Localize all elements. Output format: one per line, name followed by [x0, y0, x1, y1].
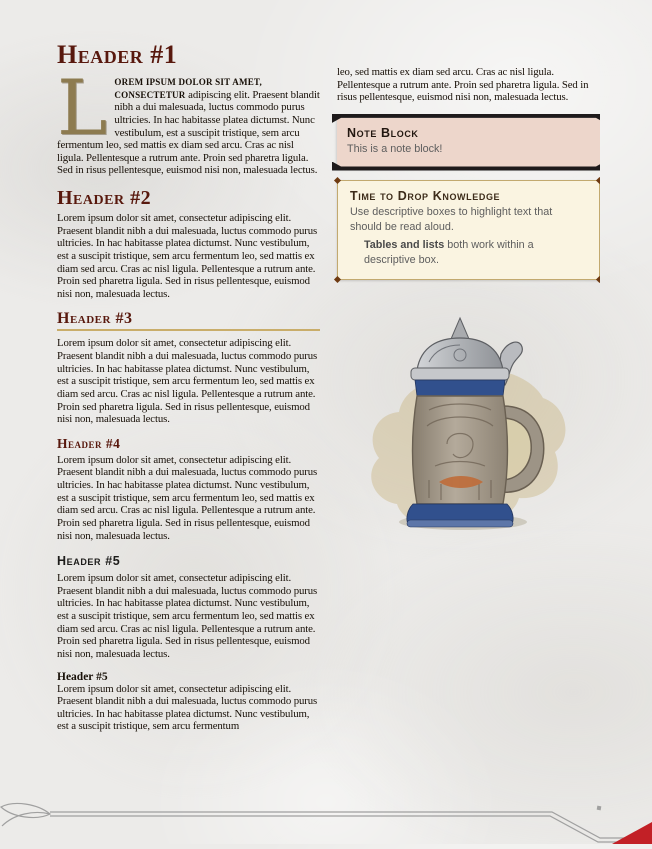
paragraph: Lorem ipsum dolor sit amet, consectetur adipiscing elit. Praesent blandit nibh a dui malesuada, luctus commodo purus ultricies. In hac habitasse platea dictumst. Nunc vestibulum, est a suscipit tristique, sem arcu fermentum leo, sed mattis ex diam sed arcu. Cras ac nisl ligula. Pellentesque a rutrum ante. Proin sed pharetra ligula. Sed in risus pellentesque, euismod nisi non, malesuada lectus. [57, 337, 318, 426]
descriptive-box-line2 [350, 238, 587, 269]
header-5: Header #5 [57, 554, 121, 569]
left-column [57, 40, 320, 795]
page-footer [0, 800, 652, 844]
stein-illustration [351, 314, 600, 541]
footer-line-bottom [50, 816, 652, 842]
corner-dot [596, 176, 600, 183]
descriptive-box-line1: Use descriptive boxes to highlight text that should be read aloud. [350, 205, 553, 234]
paragraph-text: adipiscing elit. Praesent blandit nibh a dui malesuada, luctus commodo purus ultricies. In hac habitasse platea dictumst. Nunc vestibulum, est a suscipit tristique, sem arcu fermentum leo, sed mattis ex diam sed arcu. Cras ac nisl ligula. Pellentesque a rutrum ante. Proin sed pharetra ligula. Sed in risus pellentesque, euismod nisi non, malesuada lectus. [57, 88, 320, 177]
note-top-bar [332, 114, 600, 123]
header-1: Header #1 [57, 40, 178, 69]
corner-dot [596, 276, 600, 283]
footer-dot [597, 806, 602, 811]
header-6: Header #5 [57, 670, 108, 683]
continuation-paragraph: leo, sed mattis ex diam sed arcu. Cras ac nisl ligula. Pellentesque a rutrum ante. Proin sed pharetra ligula. Sed in risus pellentesque, euismod nisi non, malesuada lectus. [337, 66, 589, 104]
beer-stein-image [351, 314, 581, 536]
descriptive-box-rest: both work within a descriptive box. [364, 238, 534, 267]
header-4: Header #4 [57, 435, 121, 451]
descriptive-box [337, 180, 600, 281]
paragraph: Lorem ipsum dolor sit amet, consectetur adipiscing elit. Praesent blandit nibh a dui malesuada, luctus commodo purus ultricies. In hac habitasse platea dictumst. Nunc vestibulum, est a suscipit tristique, sem arcu fermentum leo, sed mattis ex diam sed arcu. Cras ac nisl ligula. Pellentesque a rutrum ante. Proin sed pharetra ligula. Sed in risus pellentesque, euismod nisi non, malesuada lectus. [57, 572, 318, 660]
corner-dot [334, 176, 341, 183]
stein-lid [417, 338, 503, 370]
paragraph: Lorem ipsum dolor sit amet, consectetur adipiscing elit. Praesent blandit nibh a dui malesuada, luctus commodo purus ultricies. In hac habitasse platea dictumst. Nunc vestibulum, est a suscipit tristique, sem arcu fermentum leo, sed mattis ex diam sed arcu. Cras ac nisl ligula. Pellentesque a rutrum ante. Proin sed pharetra ligula. Sed in risus pellentesque, euismod nisi non, malesuada lectus. [57, 212, 318, 300]
page-accent-triangle [612, 822, 652, 844]
paragraph: Lorem ipsum dolor sit amet, consectetur adipiscing elit. Praesent blandit nibh a dui malesuada, luctus commodo purus ultricies. In hac habitasse platea dictumst. Nunc vestibulum, est a suscipit tristique, sem arcu fermentum leo, sed mattis ex diam sed arcu. Cras ac nisl ligula. Pellentesque a rutrum ante. Proin sed pharetra ligula. Sed in risus pellentesque, euismod nisi non, malesuada lectus. [57, 453, 318, 542]
dropcap-paragraph [57, 63, 320, 177]
paragraph-truncated: Lorem ipsum dolor sit amet, consectetur adipiscing elit. Praesent blandit nibh a dui malesuada, luctus commodo purus ultricies. In hac habitasse platea dictumst. Nunc vestibulum, est a suscipit tristique, sem arcu fermentum [57, 682, 318, 733]
footer-flourish-leaf [1, 803, 50, 817]
note-bottom-bar [332, 162, 600, 171]
stein-top-band [415, 380, 505, 396]
lead-in-text: OREM IPSUM DOLOR SIT AMET, CONSECTETUR [114, 77, 262, 100]
header-3: Header #3 [57, 310, 320, 331]
drop-cap-letter: L [57, 63, 108, 152]
note-block-body: This is a note block! [347, 142, 443, 155]
header-2: Header #2 [57, 187, 152, 209]
note-block-title: Note Block [347, 125, 419, 140]
descriptive-box-bold: Tables and lists [364, 238, 445, 251]
corner-dot [334, 276, 341, 283]
descriptive-box-title: Time to Drop Knowledge [350, 188, 501, 203]
page-body [57, 40, 600, 795]
stein-lid-finial [451, 318, 469, 339]
footer-ornament [0, 800, 652, 844]
right-column [337, 40, 600, 795]
note-block [337, 118, 600, 167]
